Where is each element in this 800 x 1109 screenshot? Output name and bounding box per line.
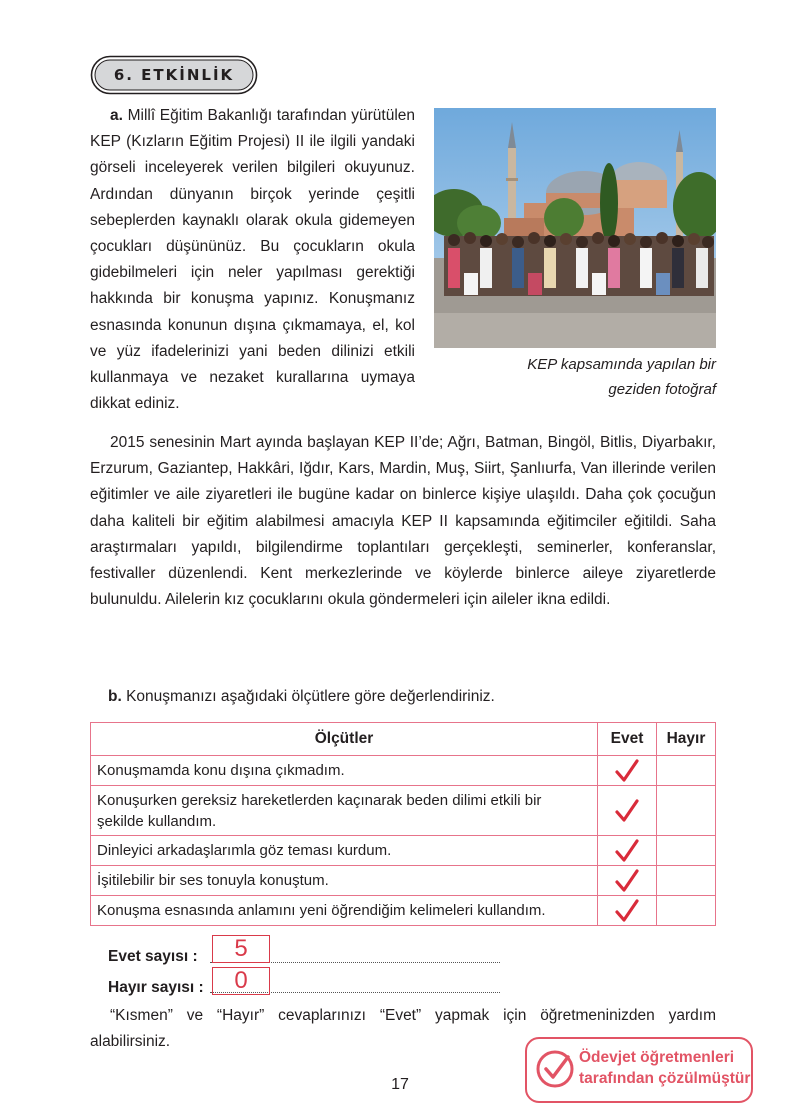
stamp-line2: tarafından çözülmüştür (579, 1070, 751, 1087)
activity-badge (90, 55, 258, 95)
check-icon (614, 838, 640, 864)
no-checkbox-cell[interactable] (657, 896, 716, 926)
criterion-text: Konuşurken gereksiz hareketlerden kaçınarak beden dilimi etkili bir şekilde kullandım. (91, 786, 598, 836)
kep-info-text: 2015 senesinin Mart ayında başlayan KEP II’de; Ağrı, Batman, Bingöl, Bitlis, Diyarbakır, Erzurum, Gaziantep, Hakkâri, Iğdır, Kars, Mardin, Muş, Siirt, Şanlıurfa, Van illerinde verilen eğitimler ve aile ziyaretleri ile bugüne kadar on binlerce kişiye ulaşıldı. Daha çok çocuğun daha kaliteli bir eğitim alabilmesi amacıyla KEP II kapsamında eğitimciler eğitildi. Saha araştırmaları yapıldı, bilgilendirme toplantıları gerçekleşti, seminerler, konferanslar, festivaller düzenlendi. Kent merkezlerinde ve köylerde binlerce aileye ziyaretlerde bulunuldu. Ailelerin kız çocuklarını okula göndermeleri için aileler ikna edildi. (90, 434, 716, 609)
no-header: Hayır (657, 723, 716, 756)
no-count-value[interactable]: 0 (212, 967, 270, 995)
photo-illustration (434, 108, 716, 348)
criteria-header-row (91, 723, 716, 756)
criteria-header: Ölçütler (91, 723, 598, 756)
trip-photo (434, 108, 716, 348)
yes-checkbox-cell[interactable] (598, 786, 657, 836)
photo-caption (434, 352, 716, 402)
photo-caption-line2: geziden fotoğraf (608, 381, 716, 398)
table-row (91, 866, 716, 896)
yes-header: Evet (598, 723, 657, 756)
section-a-text: Millî Eğitim Bakanlığı tarafından yürütülen KEP (Kızların Eğitim Projesi) II ile ilgili yandaki görseli inceleyerek verilen bilgileri okuyunuz. Ardından dünyanın birçok yerinde çeşitli sebeplerden kaynaklı olarak okula gidemeyen çocukları düşününüz. Bu çocukların okula gidebilmeleri için neler yapılması gerektiği hakkında bir konuşma yapınız. Konuşmanız esnasında konunun dışına çıkmamaya, el, kol ve yüz ifadelerinizi yani beden dilinizi etkili kullanmaya ve nezaket kurallarına uymaya dikkat ediniz. (90, 107, 415, 413)
yes-checkbox-cell[interactable] (598, 866, 657, 896)
check-icon (614, 898, 640, 924)
section-a-letter: a. (110, 107, 123, 124)
yes-checkbox-cell[interactable] (598, 836, 657, 866)
section-b-instruction (108, 688, 495, 706)
no-checkbox-cell[interactable] (657, 836, 716, 866)
criteria-table (90, 722, 716, 926)
help-note-text: “Kısmen” ve “Hayır” cevaplarınızı “Evet” yapmak için öğretmeninizden yardım alabilirsiniz. (90, 1007, 716, 1050)
activity-title: 6. ETKİNLİK (113, 66, 235, 84)
stamp-line1: Ödevjet öğretmenleri (579, 1049, 735, 1066)
no-count-label: Hayır sayısı : (108, 979, 204, 996)
check-icon (614, 798, 640, 824)
criterion-text: İşitilebilir bir ses tonuyla konuştum. (91, 866, 598, 896)
section-b-text: Konuşmanızı aşağıdaki ölçütlere göre değerlendiriniz. (126, 688, 495, 705)
yes-count-value[interactable]: 5 (212, 935, 270, 963)
page-number: 17 (391, 1076, 409, 1093)
no-checkbox-cell[interactable] (657, 786, 716, 836)
table-row (91, 786, 716, 836)
section-a-paragraph (90, 103, 415, 417)
criterion-text: Konuşmamda konu dışına çıkmadım. (91, 756, 598, 786)
yes-checkbox-cell[interactable] (598, 756, 657, 786)
kep-info-paragraph (90, 430, 716, 613)
criterion-text: Dinleyici arkadaşlarımla göz teması kurdum. (91, 836, 598, 866)
yes-count-label: Evet sayısı : (108, 948, 198, 965)
yes-checkbox-cell[interactable] (598, 896, 657, 926)
check-icon (614, 868, 640, 894)
table-row (91, 836, 716, 866)
table-row (91, 756, 716, 786)
no-checkbox-cell[interactable] (657, 866, 716, 896)
photo-caption-line1: KEP kapsamında yapılan bir (527, 356, 716, 373)
section-b-letter: b. (108, 688, 122, 705)
check-icon (614, 758, 640, 784)
no-checkbox-cell[interactable] (657, 756, 716, 786)
criterion-text: Konuşma esnasında anlamını yeni öğrendiğim kelimeleri kullandım. (91, 896, 598, 926)
table-row (91, 896, 716, 926)
